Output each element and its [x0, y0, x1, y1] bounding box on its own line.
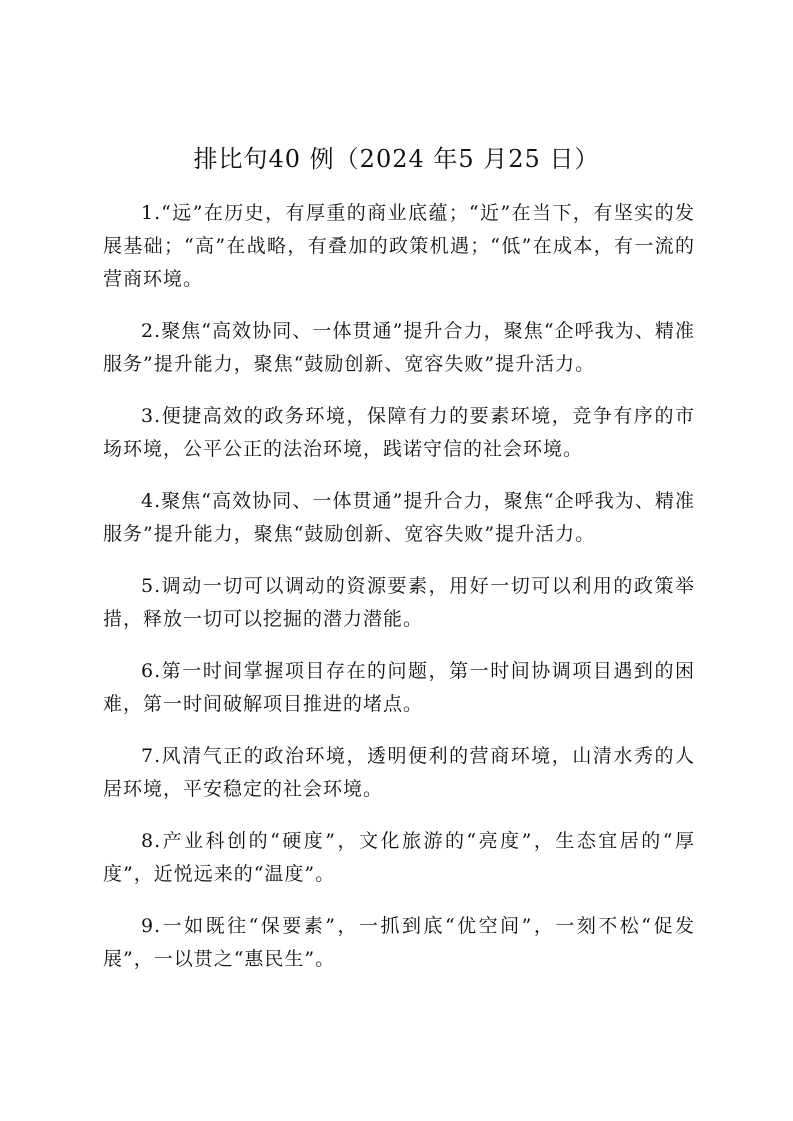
paragraph-2: 2.聚焦“高效协同、一体贯通”提升合力，聚焦“企呼我为、精准服务”提升能力，聚焦“鼓励创新、宽容失败”提升活力。 — [103, 320, 695, 375]
document-body — [103, 197, 695, 995]
paragraph-1: 1.“远”在历史，有厚重的商业底蕴；“近”在当下，有坚实的发展基础；“高”在战略，有叠加的政策机遇；“低”在成本，有一流的营商环境。 — [103, 202, 695, 290]
paragraph-4: 4.聚焦“高效协同、一体贯通”提升合力，聚焦“企呼我为、精准服务”提升能力，聚焦“鼓励创新、宽容失败”提升活力。 — [103, 490, 695, 545]
paragraph-8: 8.产业科创的“硬度”，文化旅游的“亮度”，生态宜居的“厚度”，近悦远来的“温度”。 — [103, 830, 695, 885]
paragraph-3: 3.便捷高效的政务环境，保障有力的要素环境，竞争有序的市场环境，公平公正的法治环境，践诺守信的社会环境。 — [103, 405, 695, 460]
document-title: 排比句40 例（2024 年5 月25 日） — [193, 145, 600, 173]
paragraph-9: 9.一如既往“保要素”，一抓到底“优空间”，一刻不松“促发展”，一以贯之“惠民生”。 — [103, 915, 695, 970]
paragraph-6: 6.第一时间掌握项目存在的问题，第一时间协调项目遇到的困难，第一时间破解项目推进的堵点。 — [103, 660, 695, 715]
paragraph-5: 5.调动一切可以调动的资源要素，用好一切可以利用的政策举措，释放一切可以挖掘的潜力潜能。 — [103, 575, 695, 630]
paragraph-7: 7.风清气正的政治环境，透明便利的营商环境，山清水秀的人居环境，平安稳定的社会环境。 — [103, 745, 695, 800]
